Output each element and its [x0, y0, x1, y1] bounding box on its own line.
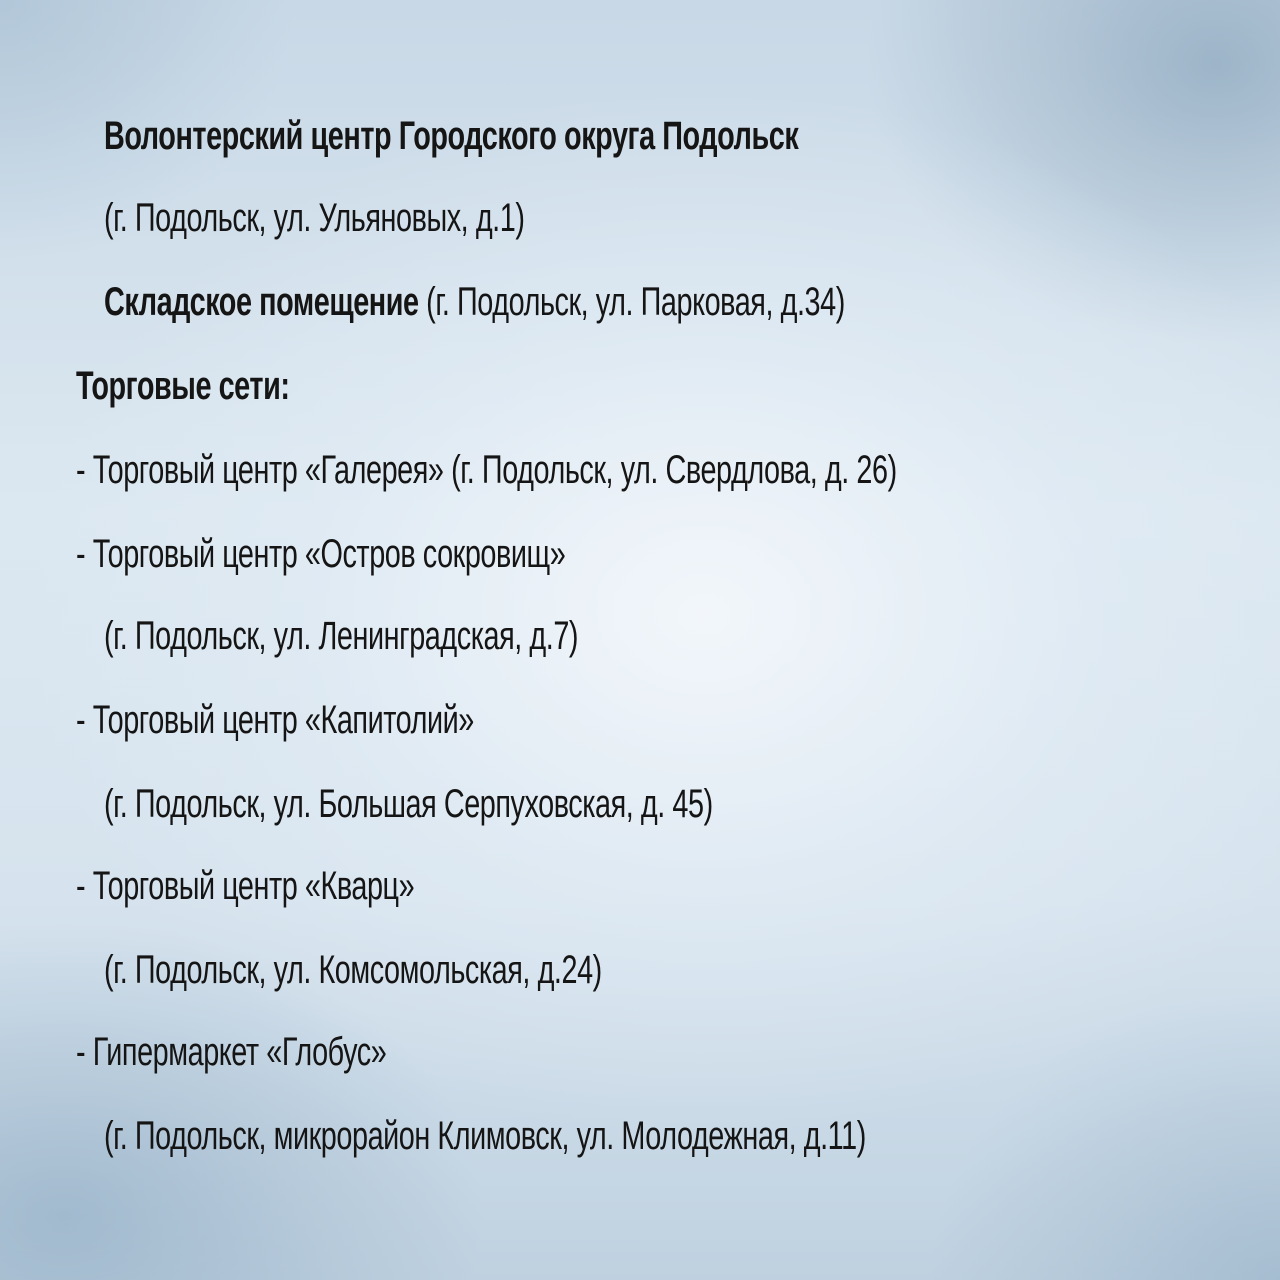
retail-item-name: - Торговый центр «Остров сокровищ» [76, 532, 566, 576]
retail-item-name: - Торговый центр «Капитолий» [76, 698, 474, 742]
retail-item-kapitoliy-address [104, 780, 950, 828]
warehouse-line [104, 278, 1133, 326]
volunteer-center-title-text: Волонтерский центр Городского округа Подольск [104, 114, 799, 158]
retail-item-galereya-inner [76, 446, 897, 494]
retail-item-address: (г. Подольск, ул. Большая Серпуховская, д. 45) [104, 782, 713, 826]
retail-item-name: - Торговый центр «Галерея» [76, 448, 444, 492]
retail-item-kvarts-name [76, 862, 546, 910]
retail-item-ostrov-address [104, 612, 762, 660]
retail-item-kapitoliy-name [76, 696, 629, 744]
volunteer-center-address-text: (г. Подольск, ул. Ульяновых, д.1) [104, 196, 525, 240]
retail-item-galereya [76, 446, 1216, 494]
retail-item-globus-name [76, 1028, 507, 1076]
volunteer-center-address [104, 194, 688, 242]
warehouse-title: Складское помещение [104, 280, 419, 324]
warehouse-line-inner [104, 278, 845, 326]
warehouse-address: (г. Подольск, ул. Парковая, д.34) [418, 280, 845, 324]
retail-item-address: (г. Подольск, микрорайон Климовск, ул. Молодежная, д.11) [104, 1114, 866, 1158]
retail-item-address: (г. Подольск, ул. Свердлова, д. 26) [443, 448, 897, 492]
retail-item-ostrov-name [76, 530, 756, 578]
retail-item-globus-address [104, 1112, 1162, 1160]
retail-item-address: (г. Подольск, ул. Ленинградская, д.7) [104, 614, 579, 658]
retail-item-address: (г. Подольск, ул. Комсомольская, д.24) [104, 948, 602, 992]
retail-heading [76, 362, 373, 410]
retail-item-name: - Гипермаркет «Глобус» [76, 1030, 387, 1074]
retail-heading-text: Торговые сети: [76, 364, 290, 408]
retail-item-name: - Торговый центр «Кварц» [76, 864, 415, 908]
volunteer-center-title [104, 112, 1068, 160]
retail-item-kvarts-address [104, 946, 795, 994]
